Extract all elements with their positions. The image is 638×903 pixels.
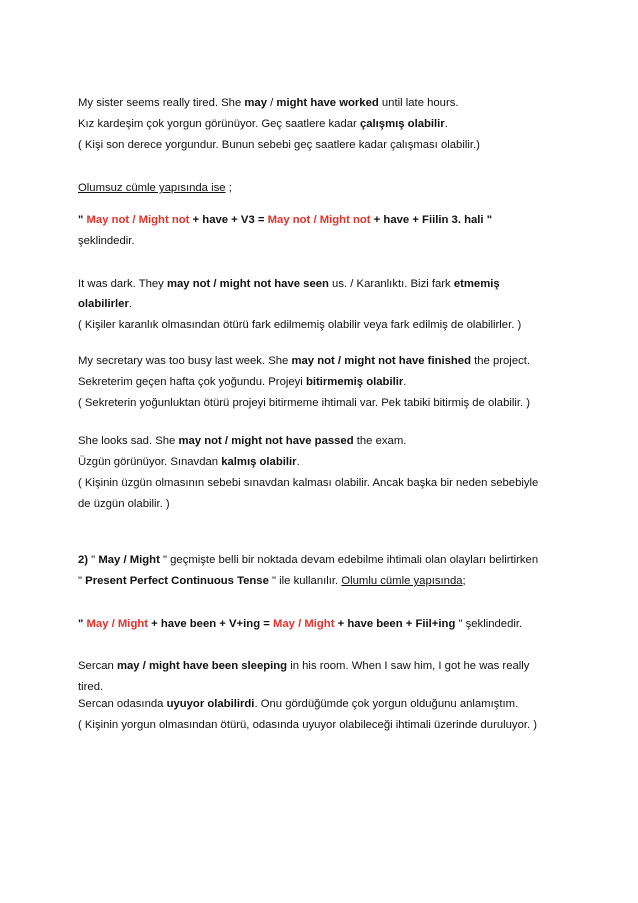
example2-turkish: olabilirler.: [78, 298, 132, 310]
example5-english: Sercan may / might have been sleeping in his room. When I saw him, I got he was really: [78, 660, 530, 672]
example5-english-cont: tired.: [78, 681, 104, 693]
negative-formula-suffix: şeklindedir.: [78, 235, 135, 247]
example2-english: It was dark. They may not / might not have seen us. / Karanlıktı. Bizi fark etmemiş: [78, 278, 500, 290]
example5-turkish: Sercan odasında uyuyor olabilirdi. Onu gördüğümde çok yorgun olduğunu anlamıştım.: [78, 698, 519, 710]
example5-explanation: ( Kişinin yorgun olmasından ötürü, odasında uyuyor olabileceği ihtimali üzerinde duruluyor. ): [78, 719, 538, 731]
negative-formula: " May not / Might not + have + V3 = May not / Might not + have + Fiilin 3. hali ": [78, 214, 493, 226]
example3-english: My secretary was too busy last week. She may not / might not have finished the project.: [78, 355, 531, 367]
example4-english: She looks sad. She may not / might not have passed the exam.: [78, 435, 407, 447]
example3-explanation: ( Sekreterin yoğunluktan ötürü projeyi bitirmeme ihtimali var. Pek tabiki bitirmiş de olabilir. ): [78, 397, 531, 409]
example2-explanation: ( Kişiler karanlık olmasından ötürü fark edilmemiş olabilir veya fark edilmiş de olabilirler. ): [78, 319, 522, 331]
example1-explanation: ( Kişi son derece yorgundur. Bunun sebebi geç saatlere kadar çalışması olabilir.): [78, 139, 480, 151]
section2-intro-cont: " Present Perfect Continuous Tense " ile kullanılır. Olumlu cümle yapısında;: [78, 575, 466, 587]
example4-explanation: ( Kişinin üzgün olmasının sebebi sınavdan kalması olabilir. Ancak başka bir neden sebebiyle: [78, 477, 539, 489]
section2-intro: 2) " May / Might " geçmişte belli bir noktada devam edebilme ihtimali olan olayları belirtirken: [78, 554, 539, 566]
continuous-formula: " May / Might + have been + V+ing = May / Might + have been + Fiil+ing " şeklindedir.: [78, 618, 523, 630]
negative-heading: Olumsuz cümle yapısında ise ;: [78, 182, 232, 194]
example3-turkish: Sekreterim geçen hafta çok yoğundu. Projeyi bitirmemiş olabilir.: [78, 376, 407, 388]
example1-turkish: Kız kardeşim çok yorgun görünüyor. Geç saatlere kadar çalışmış olabilir.: [78, 118, 448, 130]
example1-english: My sister seems really tired. She may / might have worked until late hours.: [78, 97, 459, 109]
example4-turkish: Üzgün görünüyor. Sınavdan kalmış olabilir.: [78, 456, 300, 468]
example4-explanation-cont: de üzgün olabilir. ): [78, 498, 170, 510]
